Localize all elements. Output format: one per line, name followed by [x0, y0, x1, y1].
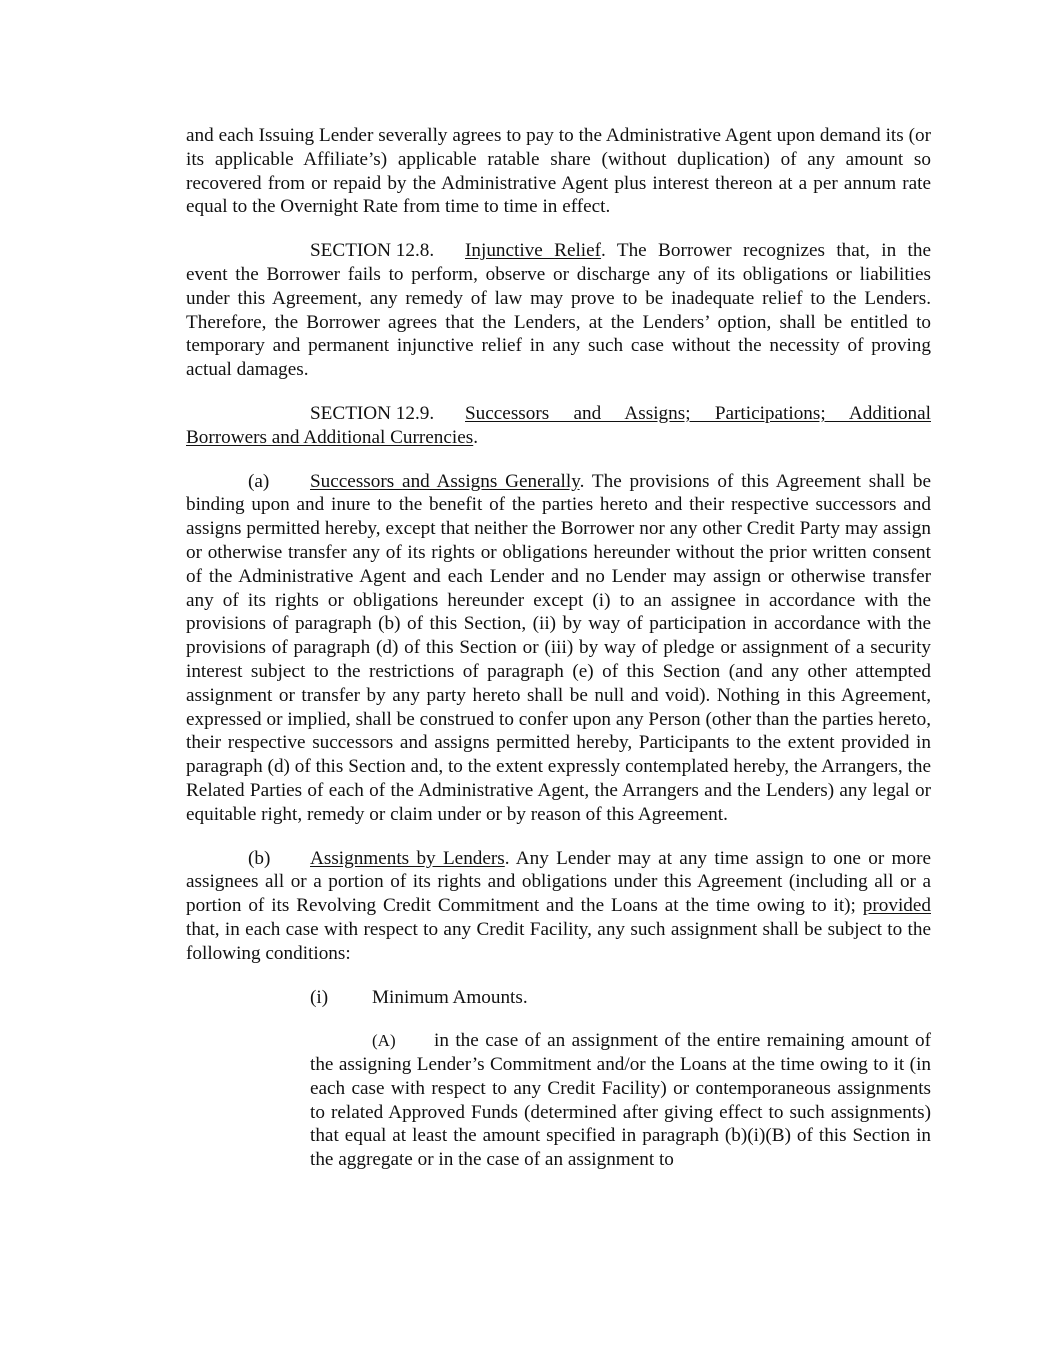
- paragraph-body-1: Any Lender may at any time assign to one or more assignees all or a portion of its rights and obligations under this Agreement (including all or a portion of its Revolving Credit Commitment and the Loans at the time owing to it);: [186, 847, 931, 917]
- section-title-period: .: [601, 240, 606, 262]
- subparagraph-text: Minimum Amounts.: [372, 986, 528, 1008]
- section-12-9: [186, 402, 931, 450]
- document-page: [186, 124, 931, 1192]
- paragraph-b: [186, 847, 931, 966]
- subparagraph-label: (A): [372, 1031, 396, 1051]
- section-number: SECTION 12.8.: [310, 240, 435, 262]
- subparagraph-label: (i): [310, 986, 329, 1008]
- paragraph-label: (a): [248, 470, 270, 492]
- paragraph-title: Successors and Assigns Generally: [310, 470, 580, 492]
- paragraph-a: [186, 470, 931, 827]
- paragraph-title: Assignments by Lenders: [310, 847, 505, 869]
- paragraph-label: (b): [248, 847, 271, 869]
- paragraph-body: The provisions of this Agreement shall be binding upon and inure to the benefit of the parties hereto and their respective successors and assigns permitted hereby, except that neither the Borrower nor any other Credit Party may assign or otherwise transfer any of its rights or obligations hereunder without the prior written consent of the Administrative Agent and each Lender and no Lender may assign or otherwise transfer any of its rights or obligations hereunder except (i) to an assignee in accordance with the provisions of paragraph (b) of this Section, (ii) by way of participation in accordance with the provisions of paragraph (d) of this Section or (iii) by way of pledge or assignment of a security interest subject to the restrictions of paragraph (e) of this Section (and any other attempted assignment or transfer by any party hereto shall be null and void). Nothing in this Agreement, expressed or implied, shall be construed to confer upon any Person (other than the parties hereto, their respective successors and assigns permitted hereby, Participants to the extent provided in paragraph (d) of this Section and, to the extent expressly contemplated hereby, the Arrangers, the Related Parties of each of the Administrative Agent, the Arrangers and the Lenders) any legal or equitable right, remedy or claim under or by reason of this Agreement.: [186, 470, 931, 825]
- continuation-paragraph: and each Issuing Lender severally agrees to pay to the Administrative Agent upon demand its (or its applicable Affiliate’s) applicable ratable share (without duplication) of any amount so recovered from or repaid by the Administrative Agent plus interest thereon at a per annum rate equal to the Overnight Rate from time to time in effect.: [186, 125, 931, 218]
- section-title: Successors and Assigns; Participations; Additional Borrowers and Additional Currencies: [186, 402, 931, 448]
- provided-term: provided: [862, 895, 931, 917]
- paragraph-title-period: .: [579, 470, 585, 492]
- section-title: Injunctive Relief: [465, 240, 602, 262]
- section-number: SECTION 12.9.: [310, 402, 435, 424]
- section-title-period: .: [473, 426, 479, 448]
- subparagraph-i: [310, 986, 931, 1010]
- subparagraph-A: [310, 1029, 931, 1172]
- section-body: The Borrower recognizes that, in the event the Borrower fails to perform, observe or discharge any of its obligations or liabilities under this Agreement, any remedy of law may prove to be inadequate relief to the Lenders. Therefore, the Borrower agrees that the Lenders, at the Lenders’ option, shall be entitled to temporary and permanent injunctive relief in any such case without the necessity of proving actual damages.: [186, 240, 931, 381]
- subparagraph-text: in the case of an assignment of the entire remaining amount of the assigning Lender’s Commitment and/or the Loans at the time owing to it (in each case with respect to any Credit Facility) or contemporaneous assignments to related Approved Funds (determined after giving effect to such assignments) that equal at least the amount specified in paragraph (b)(i)(B) of this Section in the aggregate or in the case of an assignment to: [310, 1030, 931, 1171]
- section-12-8: [186, 239, 931, 382]
- paragraph-title-period: .: [504, 847, 510, 869]
- paragraph-body-2: that, in each case with respect to any Credit Facility, any such assignment shall be subject to the following conditions:: [186, 918, 931, 964]
